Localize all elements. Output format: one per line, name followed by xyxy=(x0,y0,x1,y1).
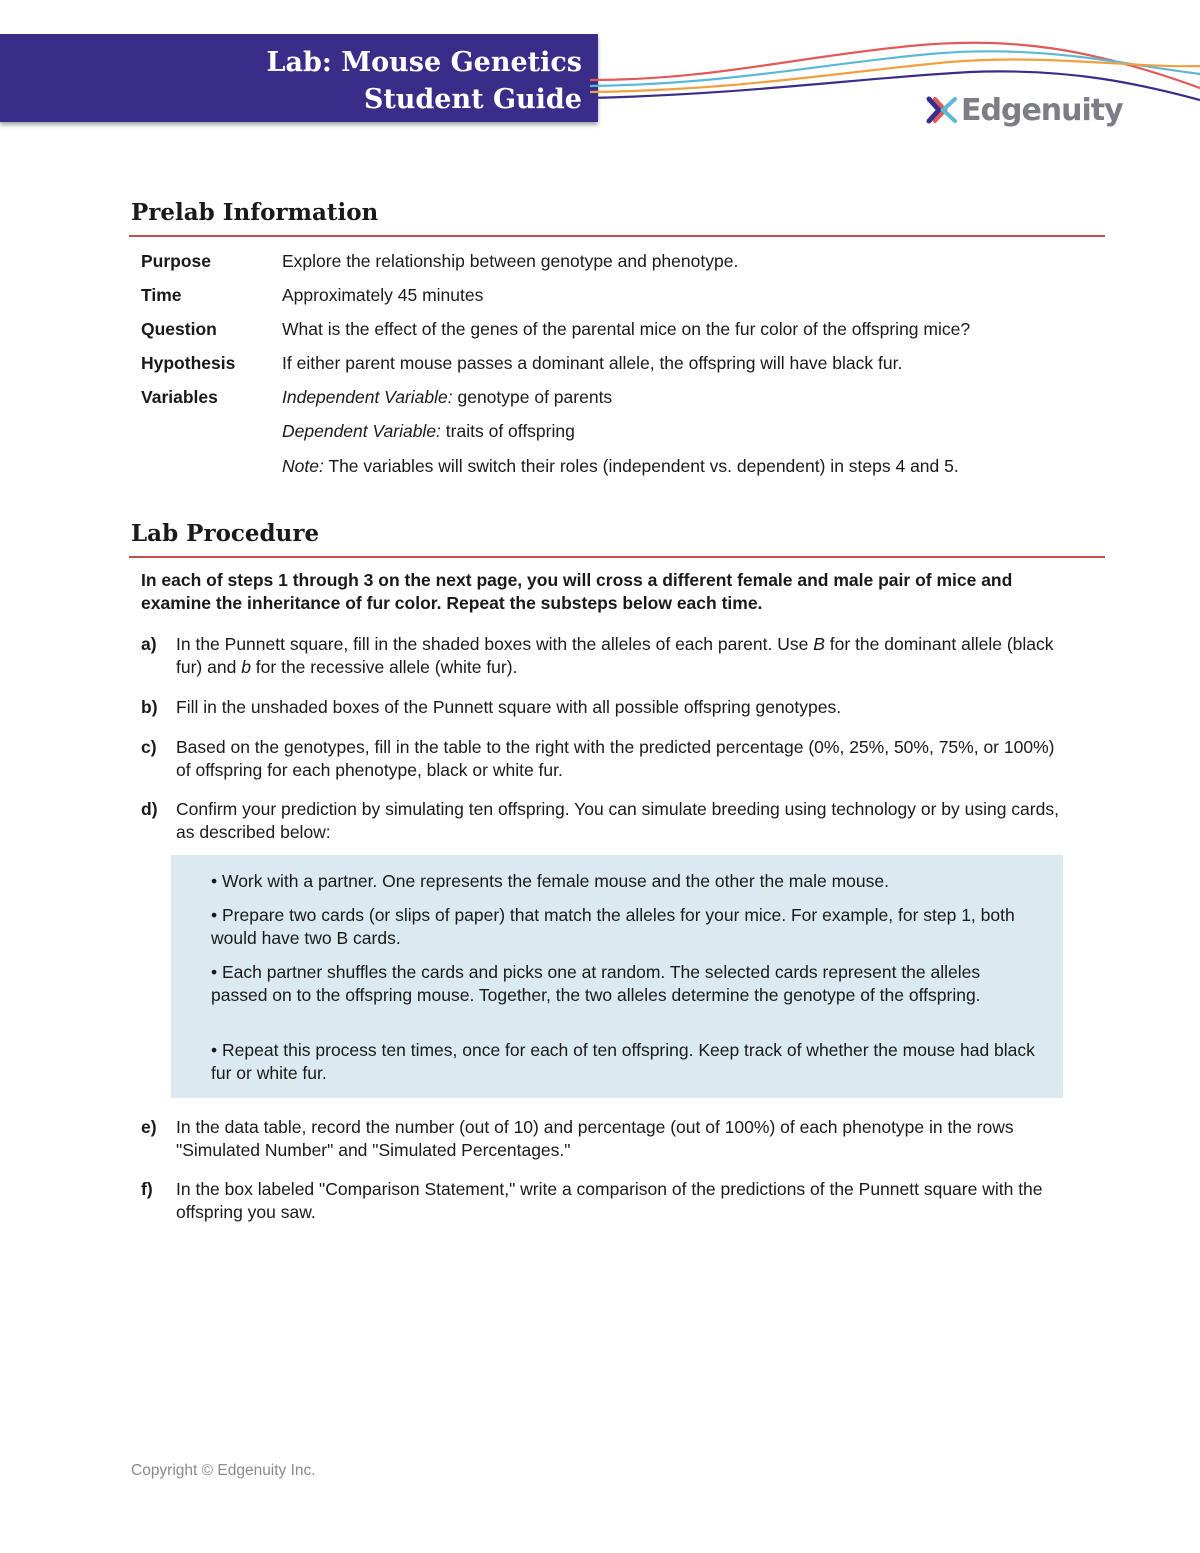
independent-variable-value: genotype of parents xyxy=(457,387,613,407)
prelab-value: If either parent mouse passes a dominant allele, the offspring will have black fur. xyxy=(282,353,903,373)
step-text: Confirm your prediction by simulating ten offspring. You can simulate breeding using technology or by using cards, as described below: xyxy=(176,799,1059,842)
prelab-rule xyxy=(129,235,1105,237)
step-text: In the box labeled "Comparison Statement," write a comparison of the predictions of the Punnett square with the offspring you saw. xyxy=(176,1179,1043,1222)
step-text-part: for the dominant allele (black fur) and xyxy=(176,634,1054,677)
card-simulation-callout xyxy=(171,855,1063,1098)
edgenuity-x-icon xyxy=(925,93,959,127)
step-letter: b) xyxy=(141,697,158,717)
step-letter: f) xyxy=(141,1179,153,1199)
logo-text: Edgenuity xyxy=(961,92,1123,128)
step-text-part: for the recessive allele (white fur). xyxy=(255,657,518,677)
procedure-intro: In each of steps 1 through 3 on the next page, you will cross a different female and male pair of mice and examine the inheritance of fur color. Repeat the substeps below each time. xyxy=(141,570,1013,613)
prelab-label: Time xyxy=(141,285,182,305)
bullet-content: Prepare two cards (or slips of paper) that match the alleles for your mice. For example, for step 1, both would have two B cards. xyxy=(211,905,1015,948)
prelab-value: Explore the relationship between genotype and phenotype. xyxy=(282,251,739,271)
recessive-allele-symbol: b xyxy=(241,657,251,677)
bullet-text: • Work with a partner. One represents the female mouse and the other the male mouse. xyxy=(211,871,889,891)
step-letter: e) xyxy=(141,1117,157,1137)
step-text: Fill in the unshaded boxes of the Punnett square with all possible offspring genotypes. xyxy=(176,697,842,717)
step-text: In the data table, record the number (out of 10) and percentage (out of 100%) of each phenotype in the rows "Simulated Number" and "Simulated Percentages." xyxy=(176,1117,1014,1160)
bullet-content: Work with a partner. One represents the female mouse and the other the male mouse. xyxy=(222,871,889,891)
bullet-text: • Repeat this process ten times, once for each of ten offspring. Keep track of whether the mouse had black fur or white fur. xyxy=(211,1040,1035,1083)
prelab-label: Hypothesis xyxy=(141,353,236,373)
step-letter: d) xyxy=(141,799,158,819)
independent-variable-label: Independent Variable: xyxy=(282,387,453,407)
bullet-content: Repeat this process ten times, once for each of ten offspring. Keep track of whether the mouse had black fur or white fur. xyxy=(211,1040,1035,1083)
procedure-rule xyxy=(129,556,1105,558)
prelab-label: Question xyxy=(141,319,217,339)
bullet-text: • Each partner shuffles the cards and picks one at random. The selected cards represent the alleles passed on to the offspring mouse. Together, the two alleles determine the genotype of the offspring. xyxy=(211,962,981,1005)
prelab-label: Purpose xyxy=(141,251,212,271)
step-letter: a) xyxy=(141,634,157,654)
dominant-allele-symbol: B xyxy=(813,634,825,654)
step-letter: c) xyxy=(141,737,157,757)
note-label: Note: xyxy=(282,456,324,476)
prelab-label: Variables xyxy=(141,387,218,407)
step-text xyxy=(176,633,1061,679)
procedure-heading: Lab Procedure xyxy=(131,520,320,547)
dependent-variable-label: Dependent Variable: xyxy=(282,421,441,441)
note-value: The variables will switch their roles (independent vs. dependent) in steps 4 and 5. xyxy=(328,456,959,476)
prelab-heading: Prelab Information xyxy=(131,199,379,226)
prelab-value xyxy=(282,454,959,478)
prelab-value: Approximately 45 minutes xyxy=(282,285,484,305)
bullet-content: Each partner shuffles the cards and picks one at random. The selected cards represent the alleles passed on to the offspring mouse. Together, the two alleles determine the genotype of the offspring. xyxy=(211,962,981,1005)
title-banner xyxy=(0,34,598,122)
prelab-value xyxy=(282,419,575,443)
bullet-text: • Prepare two cards (or slips of paper) that match the alleles for your mice. For example, for step 1, both would have two B cards. xyxy=(211,905,1015,948)
prelab-value xyxy=(282,385,612,409)
title-line-2: Student Guide xyxy=(363,84,582,115)
step-text: Based on the genotypes, fill in the table to the right with the predicted percentage (0%, 25%, 50%, 75%, or 100%) of offspring for each phenotype, black or white fur. xyxy=(176,737,1055,780)
step-text-part: In the Punnett square, fill in the shaded boxes with the alleles of each parent. Use xyxy=(176,634,809,654)
dependent-variable-value: traits of offspring xyxy=(445,421,575,441)
edgenuity-logo xyxy=(925,88,1123,132)
copyright-footer: Copyright © Edgenuity Inc. xyxy=(131,1462,316,1479)
document-title xyxy=(267,44,582,118)
title-line-1: Lab: Mouse Genetics xyxy=(266,47,582,78)
prelab-value: What is the effect of the genes of the parental mice on the fur color of the offspring mice? xyxy=(282,319,971,339)
